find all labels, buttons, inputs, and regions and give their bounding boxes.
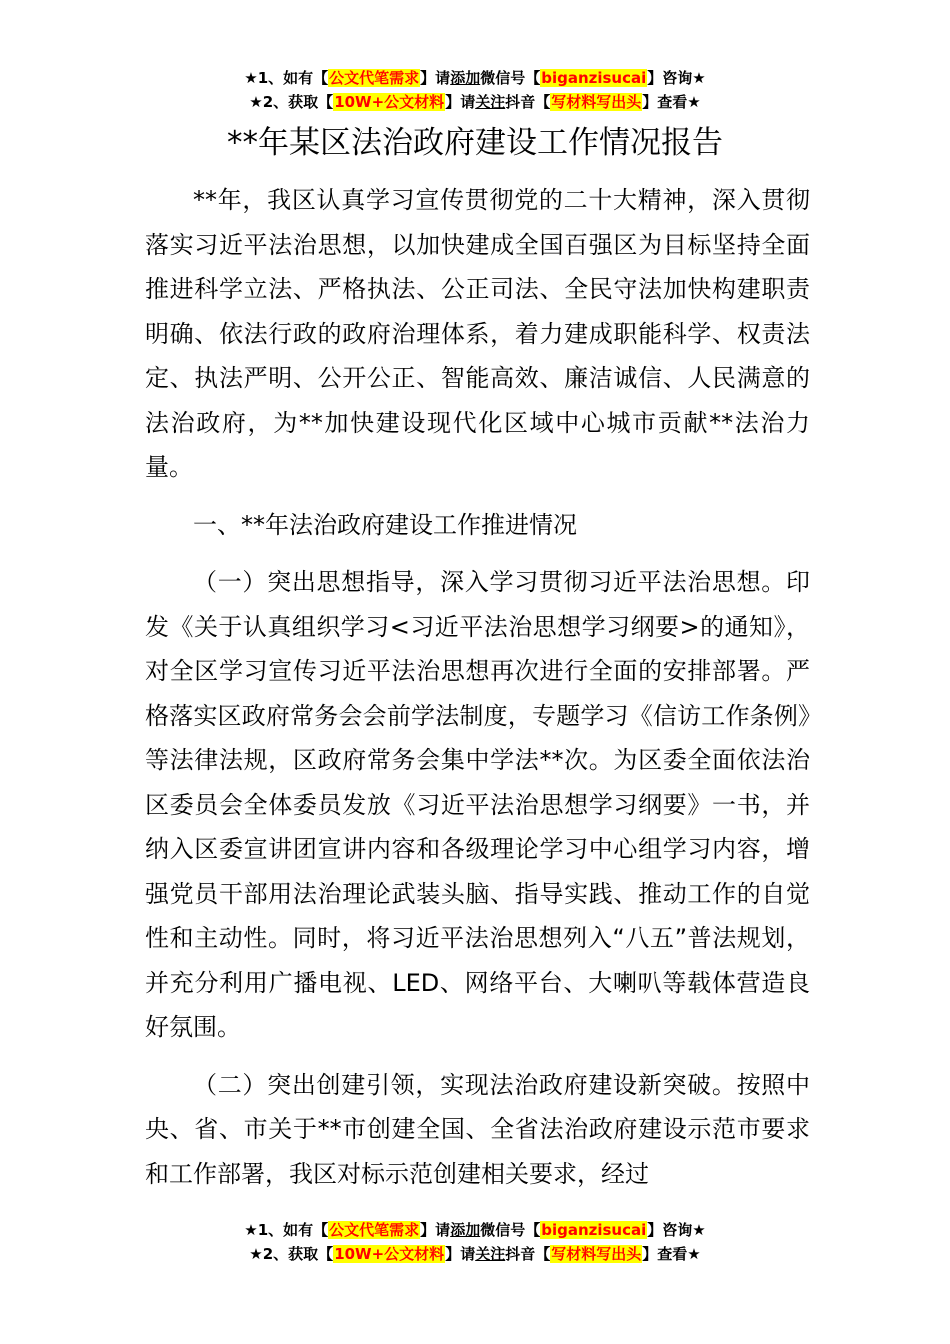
banner-text: 2、获取【 [262,1245,334,1263]
banner-text: 】查看★ [642,93,701,111]
banner-text: 2、获取【 [262,93,334,111]
paragraph-section-1: （一）突出思想指导，深入学习贯彻习近平法治思想。印发《关于认真组织学习<习近平法治思想学习纲要>的通知》，对全区学习宣传习近平法治思想再次进行全面的安排部署。严格落实区政府常务会会前学法制度，专题学习《信访工作条例》等法律法规，区政府常务会集中学法**次。为区委全面依法治区委员会全体委员发放《习近平法治思想学习纲要》一书，并纳入区委宣讲团宣讲内容和各级理论学习中心组学习内容，增强党员干部用法治理论武装头脑、指导实践、推动工作的自觉性和主动性。同时，将习近平法治思想列入“八五”普法规划，并充分利用广播电视、LED、网络平台、大喇叭等载体营造良好氛围。 [145,568,810,1041]
banner-text: 】请 [420,1221,451,1239]
banner-text: 】请 [445,93,476,111]
star-icon: ★ [249,1245,263,1263]
banner-text: 】请 [420,69,451,87]
banner-text: 】查看★ [642,1245,701,1263]
bottom-banner [0,1218,950,1266]
banner-text: 微信号【 [480,69,541,87]
highlight-wechat-id: biganzisucai [541,1221,647,1239]
underlined-text: 关注 [475,1245,506,1263]
banner-text: 】咨询★ [647,69,706,87]
highlight-service: 公文代笔需求 [329,69,420,87]
top-banner [0,66,950,114]
star-icon: ★ [249,93,263,111]
banner-line-2 [0,90,950,114]
highlight-douyin: 写材料写出头 [551,1245,642,1263]
banner-text: 抖音【 [505,1245,551,1263]
section-heading: 一、**年法治政府建设工作推进情况 [193,510,577,539]
highlight-douyin: 写材料写出头 [551,93,642,111]
banner-line-1 [0,1218,950,1242]
star-icon: ★ [244,1221,258,1239]
banner-text: 】请 [445,1245,476,1263]
underlined-text: 添加 [450,1221,481,1239]
highlight-service: 公文代笔需求 [329,1221,420,1239]
banner-text: 1、如有【 [257,1221,329,1239]
underlined-text: 关注 [475,93,506,111]
banner-line-1 [0,66,950,90]
paragraph-section-2: （二）突出创建引领，实现法治政府建设新突破。按照中央、省、市关于**市创建全国、全省法治政府建设示范市要求和工作部署，我区对标示范创建相关要求，经过 [145,1070,810,1188]
document-body [145,178,810,1196]
paragraph-intro: **年，我区认真学习宣传贯彻党的二十大精神，深入贯彻落实习近平法治思想，以加快建成全国百强区为目标坚持全面推进科学立法、严格执法、公正司法、全民守法加快构建职责明确、依法行政的政府治理体系，着力建成职能科学、权责法定、执法严明、公开公正、智能高效、廉洁诚信、人民满意的法治政府，为**加快建设现代化区域中心城市贡献**法治力量。 [145,186,810,481]
highlight-wechat-id: biganzisucai [541,69,647,87]
document-title: **年某区法治政府建设工作情况报告 [227,125,723,161]
underlined-text: 添加 [450,69,481,87]
banner-text: 微信号【 [480,1221,541,1239]
star-icon: ★ [244,69,258,87]
banner-text: 1、如有【 [257,69,329,87]
banner-text: 】咨询★ [647,1221,706,1239]
highlight-materials: 10W+公文材料 [334,93,445,111]
banner-line-2 [0,1242,950,1266]
highlight-materials: 10W+公文材料 [334,1245,445,1263]
banner-text: 抖音【 [505,93,551,111]
